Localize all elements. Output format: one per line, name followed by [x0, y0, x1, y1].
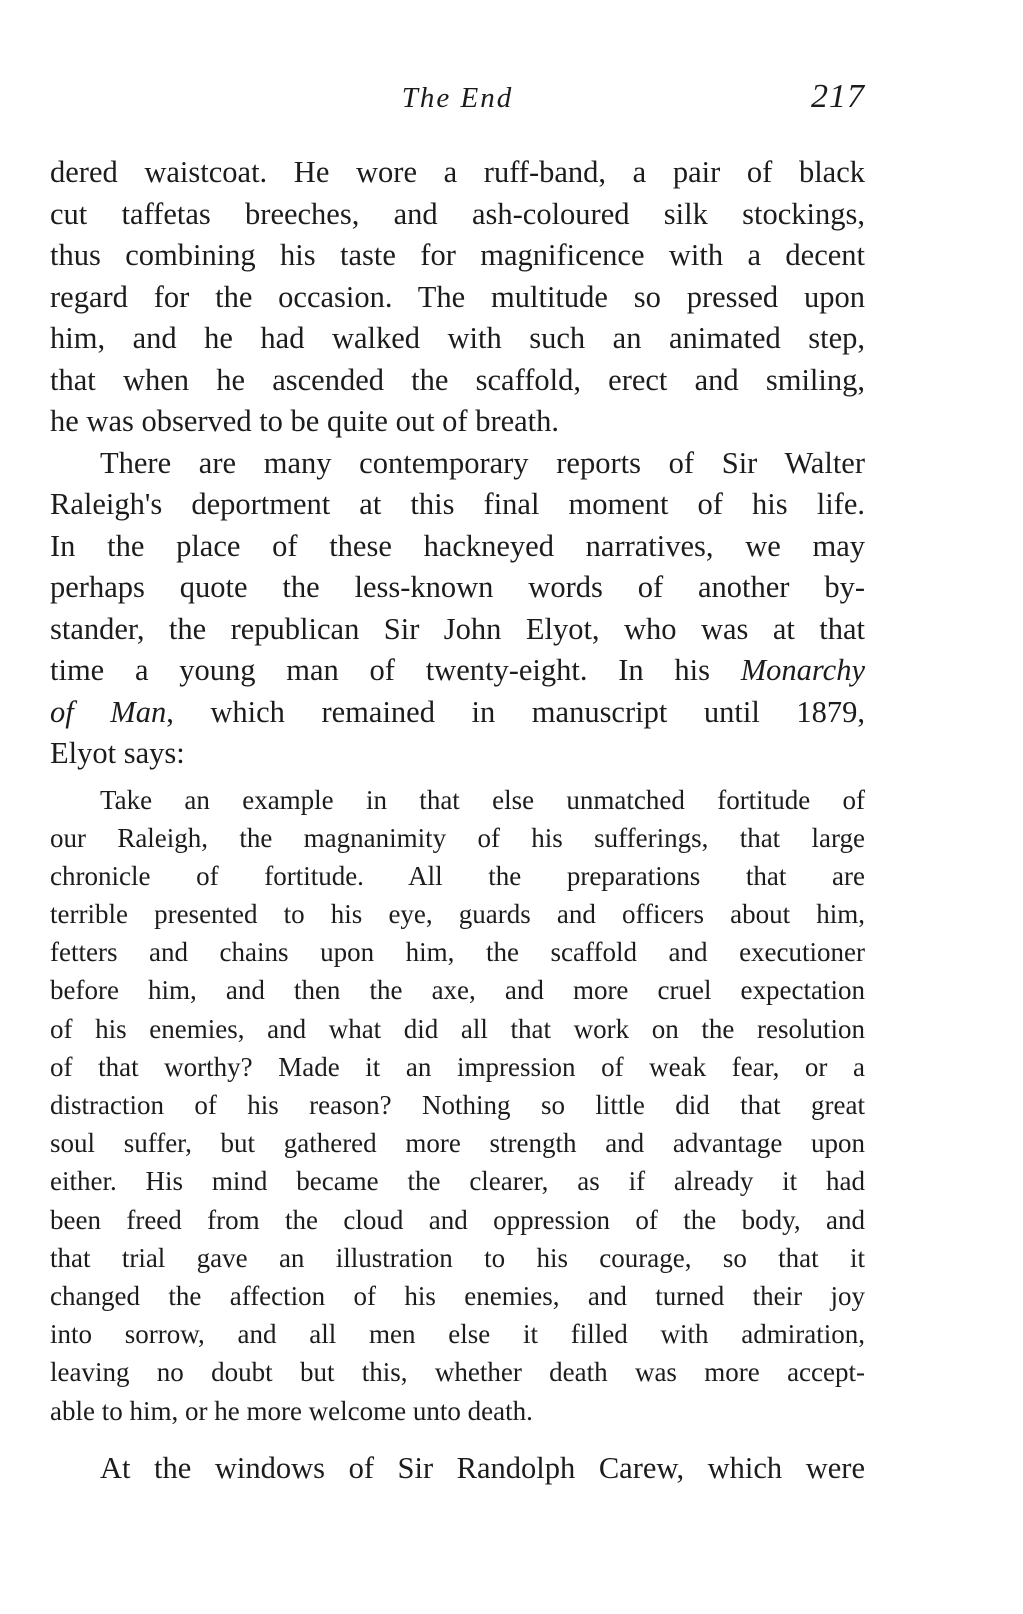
book-title: of Man: [50, 694, 167, 729]
quote-line: leaving no doubt but this, whether death was more accept-: [50, 1357, 865, 1388]
text-line: There are many contemporary reports of Sir Walter: [100, 445, 865, 480]
quote-line: able to him, or he more welcome unto death.: [50, 1395, 533, 1426]
quote-line: our Raleigh, the magnanimity of his sufferings, that large: [50, 822, 865, 853]
text-line: thus combining his taste for magnificence with a decent: [50, 238, 865, 272]
quote-line: fetters and chains upon him, the scaffold and executioner: [50, 937, 865, 968]
text-segment: , which remained in manuscript until 1879,: [166, 694, 865, 729]
text-line: stander, the republican Sir John Elyot, who was at that: [50, 611, 865, 646]
quote-line: been freed from the cloud and oppression of the body, and: [50, 1204, 865, 1235]
text-line: that when he ascended the scaffold, erect and smiling,: [50, 362, 865, 397]
quote-line: distraction of his reason? Nothing so little did that great: [50, 1090, 865, 1120]
text-line: Elyot says:: [50, 736, 185, 770]
quote-line: chronicle of fortitude. All the preparations that are: [50, 860, 865, 891]
text-line: Raleigh's deportment at this final moment of his life.: [50, 487, 865, 521]
text-line: dered waistcoat. He wore a ruff-band, a pair of black: [50, 155, 865, 189]
body-text: [50, 152, 865, 1489]
page-number: 217: [811, 78, 865, 115]
text-segment: time a young man of twenty-eight. In his: [50, 653, 741, 687]
paragraph: [50, 1448, 865, 1490]
text-line: In the place of these hackneyed narratives, we may: [50, 528, 865, 563]
text-line: him, and he had walked with such an animated step,: [50, 321, 865, 355]
quote-line: either. His mind became the clearer, as if already it had: [50, 1166, 865, 1197]
text-line: regard for the occasion. The multitude so pressed upon: [50, 279, 865, 314]
block-quotation: [50, 781, 865, 1430]
running-title: The End: [401, 82, 514, 114]
page-header: [50, 78, 865, 128]
book-title: Monarchy: [740, 653, 865, 687]
text-line: [50, 692, 865, 734]
quote-line: changed the affection of his enemies, and turned their joy: [50, 1280, 865, 1311]
quote-line: into sorrow, and all men else it filled with admiration,: [50, 1319, 865, 1350]
text-line: he was observed to be quite out of breath.: [50, 404, 560, 438]
quote-line: that trial gave an illustration to his courage, so that it: [50, 1242, 865, 1273]
text-line: cut taffetas breeches, and ash-coloured silk stockings,: [50, 196, 865, 231]
quote-line: Take an example in that else unmatched fortitude of: [100, 784, 865, 815]
text-line: At the windows of Sir Randolph Carew, which were: [100, 1450, 865, 1485]
paragraph: [50, 152, 865, 443]
text-line: perhaps quote the less-known words of another by-: [50, 570, 865, 604]
quote-line: before him, and then the axe, and more cruel expectation: [50, 975, 865, 1006]
quote-line: of that worthy? Made it an impression of weak fear, or a: [50, 1051, 865, 1082]
spacer: [50, 1434, 865, 1448]
quote-line: of his enemies, and what did all that work on the resolution: [50, 1013, 865, 1044]
quote-line: soul suffer, but gathered more strength and advantage upon: [50, 1128, 865, 1159]
paragraph: [50, 443, 865, 775]
quote-line: terrible presented to his eye, guards and officers about him,: [50, 899, 865, 930]
text-line: [50, 650, 865, 692]
